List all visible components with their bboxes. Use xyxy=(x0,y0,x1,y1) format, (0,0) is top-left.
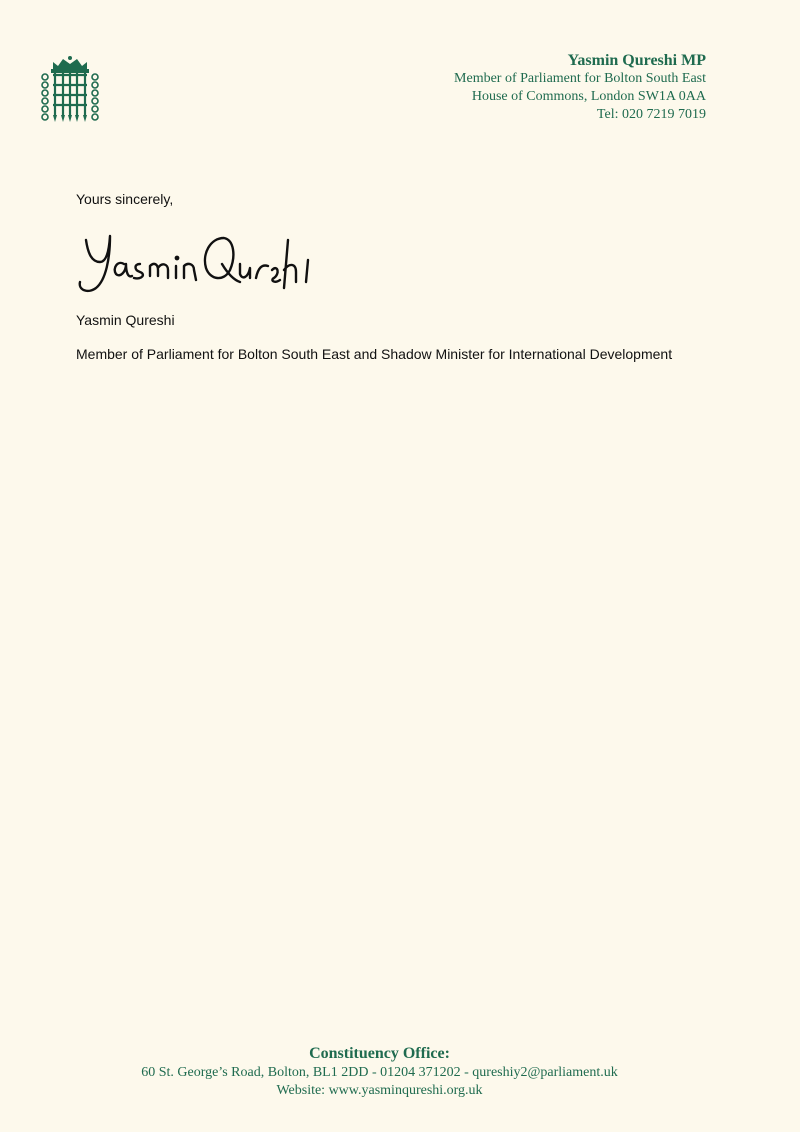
signer-role: Member of Parliament for Bolton South East and Shadow Minister for International Development xyxy=(76,346,673,362)
signer-name: Yasmin Qureshi xyxy=(76,312,175,328)
mp-constituency: Member of Parliament for Bolton South East xyxy=(454,71,706,86)
footer-office-title: Constituency Office: xyxy=(309,1045,450,1062)
handwritten-signature xyxy=(74,224,324,296)
mp-address: House of Commons, London SW1A 0AA xyxy=(471,89,706,104)
closing-salutation: Yours sincerely, xyxy=(76,191,174,207)
mp-name: Yasmin Qureshi MP xyxy=(567,52,706,69)
footer-address: 60 St. George’s Road, Bolton, BL1 2DD - 01204 371202 - qureshiy2@parliament.uk xyxy=(141,1065,618,1080)
letter-footer xyxy=(0,1044,759,1100)
portcullis-icon xyxy=(40,55,100,125)
mp-telephone: Tel: 020 7219 7019 xyxy=(596,107,706,122)
footer-website: Website: www.yasminqureshi.org.uk xyxy=(276,1083,483,1098)
letterhead-header xyxy=(454,51,706,124)
